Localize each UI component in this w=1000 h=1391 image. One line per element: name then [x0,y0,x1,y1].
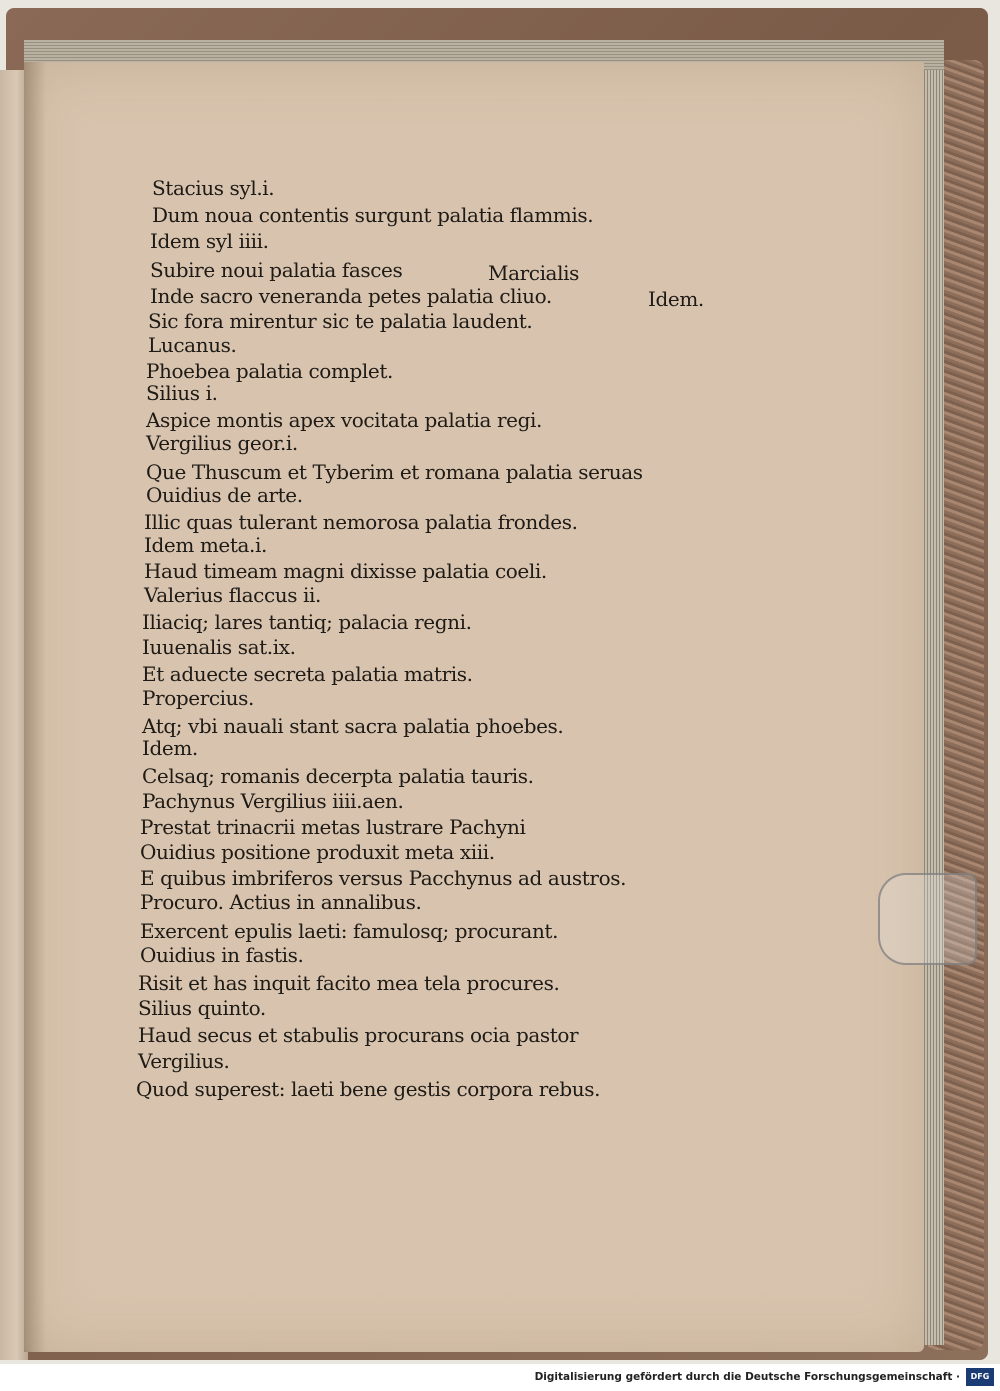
text-line: Valerius flaccus ii. [144,583,322,607]
text-line: Ouidius de arte. [146,483,303,507]
text-line: Silius i. [146,381,218,405]
text-line: Marcialis [488,261,579,285]
text-line: Procuro. Actius in annalibus. [140,890,422,914]
text-line: Idem syl iiii. [150,229,269,253]
text-line: Ouidius positione produxit meta xiii. [140,840,495,864]
text-line: Haud timeam magni dixisse palatia coeli. [144,559,547,583]
text-line: Pachynus Vergilius iiii.aen. [142,789,404,813]
text-line: Vergilius. [138,1049,230,1073]
text-line: Risit et has inquit facito mea tela procures. [138,971,560,995]
text-line: Iliaciq; lares tantiq; palacia regni. [142,610,472,634]
funding-credit: Digitalisierung gefördert durch die Deutsche Forschungsgemeinschaft · [534,1371,960,1383]
dfg-logo: DFG [966,1368,994,1386]
text-line: Stacius syl.i. [152,176,275,200]
text-line: Sic fora mirentur sic te palatia laudent. [148,309,533,333]
text-line: Idem. [142,736,198,760]
text-line: Silius quinto. [138,996,266,1020]
text-line: Lucanus. [148,333,237,357]
text-line: Quod superest: laeti bene gestis corpora rebus. [136,1077,601,1101]
text-line: Illic quas tulerant nemorosa palatia frondes. [144,510,578,534]
text-line: Exercent epulis laeti: famulosq; procurant. [140,919,559,943]
text-line: Celsaq; romanis decerpta palatia tauris. [142,764,534,788]
text-line: Idem. [648,287,704,311]
text-line: Et aduecte secreta palatia matris. [142,662,473,686]
text-line: Atq; vbi nauali stant sacra palatia phoebes. [142,714,564,738]
text-line: Prestat trinacrii metas lustrare Pachyni [140,815,526,839]
text-line: Que Thuscum et Tyberim et romana palatia seruas [146,460,643,484]
text-line: Idem meta.i. [144,533,267,557]
text-line: Haud secus et stabulis procurans ocia pastor [138,1023,579,1047]
text-line: Inde sacro veneranda petes palatia cliuo. [150,284,552,308]
text-line: Vergilius geor.i. [146,431,298,455]
text-line: Dum noua contentis surgunt palatia flammis. [152,203,594,227]
text-line: Iuuenalis sat.ix. [142,635,296,659]
text-line: Phoebea palatia complet. [146,359,393,383]
text-line: Subire noui palatia fasces [150,258,403,282]
text-line: E quibus imbriferos versus Pacchynus ad austros. [140,866,627,890]
text-line: Aspice montis apex vocitata palatia regi. [146,408,542,432]
text-line: Ouidius in fastis. [140,943,304,967]
text-line: Propercius. [142,686,254,710]
footer-bar [0,1364,1000,1391]
